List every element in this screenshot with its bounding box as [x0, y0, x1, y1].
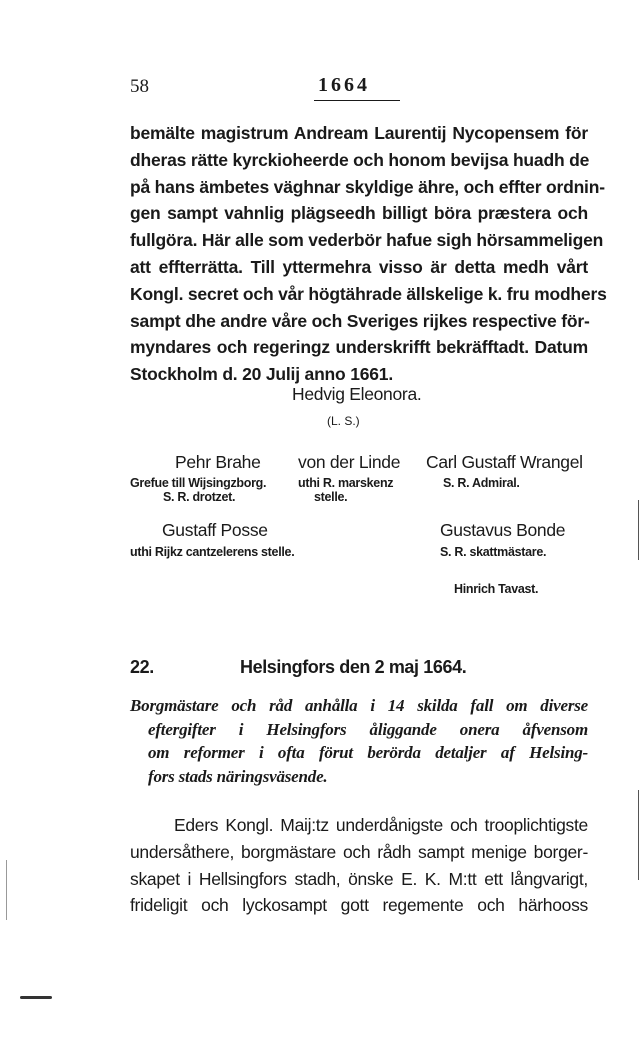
signature-bonde: Gustavus Bonde: [440, 520, 566, 540]
header-underline: [314, 100, 400, 101]
scan-dash-mark: [20, 996, 52, 999]
body-line: dheras rätte kyrckioheerde och honom bevijsa huadh de: [130, 149, 590, 170]
body-line: gen sampt vahnlig plägseedh billigt böra præstera och: [130, 203, 588, 224]
scan-edge-mark: [638, 500, 639, 560]
letter-line: undersåthere, borgmästare och rådh sampt menige borger-: [130, 841, 588, 862]
decree-body: [130, 120, 607, 388]
signature-linde-title: uthi R. marskenz: [298, 476, 394, 490]
summary-line: fors stads näringsväsende.: [148, 766, 328, 786]
summary-line: eftergifter i Helsingfors åliggande onera åfvensom: [148, 719, 588, 739]
letter-line: Eders Kongl. Maij:tz underdånigste och trooplichtigste: [174, 815, 588, 835]
letter-line: frideligit och lyckosampt gott regemente och härhooss: [130, 895, 588, 916]
letter-line: skapet i Hellsingfors stadh, önske E. K. M:tt ett långvarigt,: [130, 868, 588, 889]
signature-bonde-title: S. R. skattmästare.: [440, 545, 547, 559]
signature-posse-title: uthi Rijkz cantzelerens stelle.: [130, 545, 295, 559]
summary-line: Borgmästare och råd anhålla i 14 skilda fall om diverse: [130, 696, 588, 715]
body-line: Stockholm d. 20 Julij anno 1661.: [130, 364, 393, 385]
running-header-year: 1664: [318, 74, 370, 96]
document-place-date: Helsingfors den 2 maj 1664.: [240, 657, 467, 677]
body-line: på hans ämbetes väghnar skyldige ähre, och effter ordnin-: [130, 176, 605, 197]
summary-line: om reformer i ofta förut berörda detaljer af Helsing-: [148, 743, 588, 762]
signature-linde: von der Linde: [298, 452, 401, 472]
body-line: Kongl. secret och vår högtährade ällskelige k. fru modhers: [130, 283, 607, 304]
signature-tavast: Hinrich Tavast.: [454, 582, 539, 596]
body-line: myndares och regeringz underskrifft bekräfftadt. Datum: [130, 337, 588, 358]
signature-posse: Gustaff Posse: [162, 520, 268, 540]
signature-brahe-title: Grefue till Wijsingzborg.: [130, 476, 267, 490]
scan-edge-mark: [6, 860, 7, 920]
document-number: 22.: [130, 657, 154, 677]
scan-edge-mark: [638, 790, 639, 880]
document-summary: [130, 694, 588, 788]
body-line: sampt dhe andre våre och Sveriges rijkes respective för-: [130, 310, 590, 331]
signature-linde-title: stelle.: [314, 490, 348, 504]
letter-body: [130, 812, 588, 919]
signature-wrangel-title: S. R. Admiral.: [443, 476, 520, 490]
signature-queen: Hedvig Eleonora.: [292, 384, 422, 404]
signature-wrangel: Carl Gustaff Wrangel: [426, 452, 583, 472]
signature-brahe: Pehr Brahe: [175, 452, 261, 472]
page-number: 58: [130, 76, 149, 97]
body-line: bemälte magistrum Andream Laurentij Nycopensem för: [130, 123, 588, 143]
body-line: fullgöra. Här alle som vederbör hafue sigh hörsammeligen: [130, 230, 604, 251]
signature-brahe-title: S. R. drotzet.: [163, 490, 236, 504]
seal-mark: (L. S.): [327, 414, 360, 428]
body-line: att effterrätta. Till yttermehra visso är detta medh vårt: [130, 256, 588, 277]
